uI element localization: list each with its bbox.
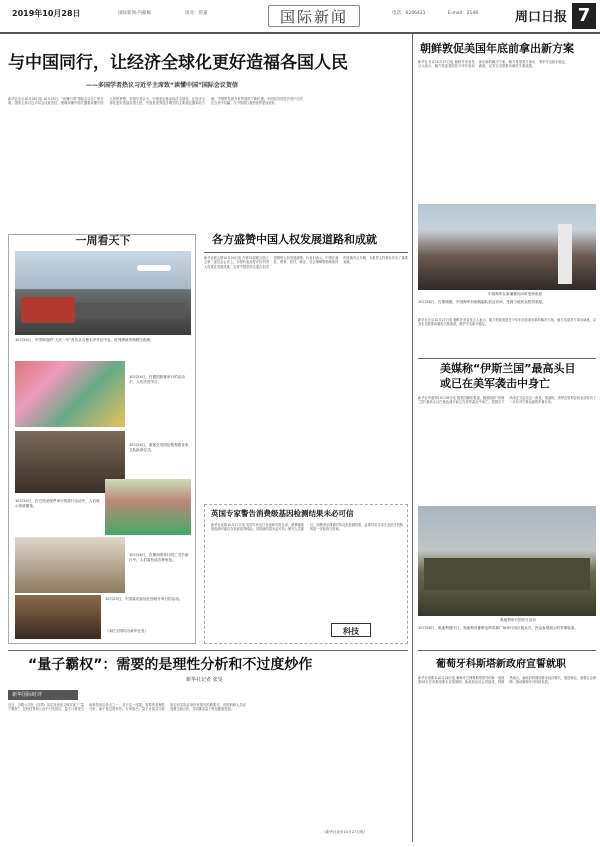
- isis-photo-caption: 奥地利举行国庆日活动: [500, 618, 536, 622]
- divider: [418, 358, 596, 359]
- tech-body: 新华社伦敦10月27日电 英国专家近日发表研究报告说，消费级基因检测可能存在较高误判风险，其检测结果未必可信。研究人员建议，消费者应谨慎对待此类检测结果，必要时应寻求专业医疗机构的进一步检查与咨询。: [211, 523, 403, 532]
- vertical-divider: [412, 34, 413, 842]
- korea-photo-caption: 中国海军在柬埔寨访问时受到欢迎: [488, 292, 542, 296]
- korea-body: 新华社北京10月27日电 朝鲜外务省发言人表示，朝方敦促美国在今年年底前拿出新的解决方案。朝方希望美方拿出诚意，以务实态度推动朝美关系改善，维护半岛和平稳定。: [418, 60, 568, 69]
- divider: [8, 650, 408, 651]
- isis-headline-1: 美媒称“伊斯兰国”最高头目: [440, 362, 576, 375]
- weekly-title: 一周看天下: [75, 234, 131, 247]
- newspaper-brand: 周口日报: [515, 10, 568, 25]
- crowd-photo: [15, 361, 125, 427]
- airplane-shape: [137, 265, 171, 271]
- isis-headline-2: 或已在美军袭击中身亡: [440, 377, 550, 390]
- quantum-body: 近日，谷歌公司在《自然》杂志发表论文称实现了“量子霸权”，在科技界和公众中引发热议。量子计算是当前科技前沿热点之一，对于这一成果，需要的是理性分析，而不是过度炒作。专家指出，量子计算从实验室走向实际应用仍有很长的路要走，各国科研人员应加强交流合作，共同推动量子科技健康发展。: [8, 703, 246, 712]
- portugal-headline: 葡萄牙科斯塔新政府宣誓就职: [436, 659, 566, 670]
- train-cars-shape: [75, 303, 185, 319]
- tech-box: [204, 504, 408, 644]
- weekly-caption-2: 10月24日，在德国柏林举行的活动中，人们庆祝节日。: [129, 375, 185, 384]
- portugal-body: 新华社里斯本10月26日电 葡萄牙总理科斯塔领导的新一届政府26日在首都里斯本宣誓就职。新政府由社会党组成，科斯塔表示，新政府将继续推动经济增长，促进就业，加强社会保障，推动葡萄牙可持续发展。: [418, 676, 596, 685]
- tech-tag: 科技: [331, 623, 371, 637]
- divider: [418, 650, 596, 651]
- parade-photo: [105, 479, 191, 535]
- human-rights-body: 新华社联合国10月24日电 在第74届联合国大会第三委员会会议上，多国代表高度评价中国人权事业发展成就，支持中国坚持走适合本国国情的人权发展道路。代表们表示，中国在减贫、教育、医疗、就业、社会保障等领域取得的成就有目共睹，为世界人权事业作出了重要贡献。: [204, 256, 408, 269]
- divider: [204, 252, 408, 253]
- weekly-photo-box: [8, 234, 196, 644]
- weekly-caption-5: 10月26日，在墨西哥举行的亡灵节游行中，人们装扮成各种角色。: [129, 553, 189, 562]
- column-info-d: E-mail：2146: [448, 11, 479, 16]
- quantum-column-tag: 新华国际时评: [8, 690, 78, 700]
- costume-photo: [15, 537, 125, 593]
- column-info-a: 国际新闻·内蒙稿: [118, 11, 151, 16]
- vienna-parade-photo: [418, 506, 596, 616]
- soldiers-row: [424, 558, 590, 590]
- meeting-photo: [15, 595, 101, 639]
- column-info-c: 电话：6246421: [392, 11, 426, 16]
- train-photo: [15, 251, 191, 335]
- page-number: 7: [572, 3, 596, 29]
- weekly-caption-3: 10月24日，游客在英国伦敦观看皇家卫队换岗仪式。: [129, 443, 189, 452]
- weekly-caption-source: （本栏文图均为新华社发）: [105, 629, 149, 633]
- page-header: [0, 0, 600, 34]
- officer-figure: [558, 224, 572, 284]
- isis-body: 新华社华盛顿10月26日电 据美国媒体报道，极端组织“伊斯兰国”最高头目巴格达迪可能已在美军袭击中身亡。美国官方尚未正式证实这一消息。报道称，美军在叙利亚西北部发动了一次针对巴格达迪的军事行动。: [418, 396, 596, 405]
- tech-headline: 英国专家警告消费级基因检测结果未必可信: [211, 509, 354, 518]
- weekly-caption-4: 10月24日，在巴西圣保罗举行的游行活动中，人们展示传统服饰。: [15, 499, 100, 508]
- quantum-headline: “量子霸权”：需要的是理性分析和不过度炒作: [28, 657, 313, 673]
- korea-headline: 朝鲜敦促美国年底前拿出新方案: [420, 42, 574, 55]
- human-rights-headline: 各方盛赞中国人权发展道路和成就: [212, 233, 377, 246]
- quantum-byline: 新华社记者 张旻: [186, 677, 223, 683]
- lead-headline: 与中国同行，让经济全球化更好造福各国人民: [8, 53, 348, 73]
- weekly-caption-1: 10月25日，中国制造的“人民一号”首次从乌鲁木齐开往中亚。班列满载货物驶往欧洲。: [15, 338, 154, 342]
- weekly-caption-6: 10月25日，中国嘉宾参加在西班牙举行的活动。: [105, 597, 183, 601]
- issue-date: 2019年10月28日: [12, 9, 81, 18]
- navy-visit-photo: [418, 204, 596, 290]
- isis-caption: 10月26日，奥地利国庆日，奥地利首都维也纳英雄广场举行国庆阅兵式，民众参观展示的军事装备。: [418, 626, 579, 630]
- section-title: 国际新闻: [268, 5, 360, 27]
- quantum-source: （新华社北京10月27日电）: [322, 830, 368, 834]
- lead-subheadline: ——多国学者热议习近平主席致“读懂中国”国际会议贺信: [86, 82, 238, 89]
- lead-body: 新华社北京10月26日电 10月25日，“读懂中国”国际会议在广州开幕。国家主席习近平向会议致贺信，强调读懂中国关键要读懂中国人民的梦想。多国学者认为，中国坚定推动经济全球化，让经济全球化更好造福各国人民。中国是世界经济增长的主要稳定器和动力源，中国的发展为世界提供了新机遇。中国同各国在开放中合作、在合作中共赢，与中国同行将使世界更加美好。: [8, 97, 307, 106]
- korea-body-2: 新华社北京10月27日电 朝鲜外务省发言人表示，朝方敦促美国在今年年底前拿出新的解决方案。朝方希望美方拿出诚意，以务实态度推动朝美关系改善，维护半岛和平稳定。: [418, 318, 596, 327]
- locomotive-shape: [21, 297, 75, 323]
- korea-caption: 10月26日，在柬埔寨，中国海军训练舰编队抵达访问，受到当地民众热烈欢迎。: [418, 300, 546, 304]
- column-info-b: 组对：常嘉: [185, 11, 208, 16]
